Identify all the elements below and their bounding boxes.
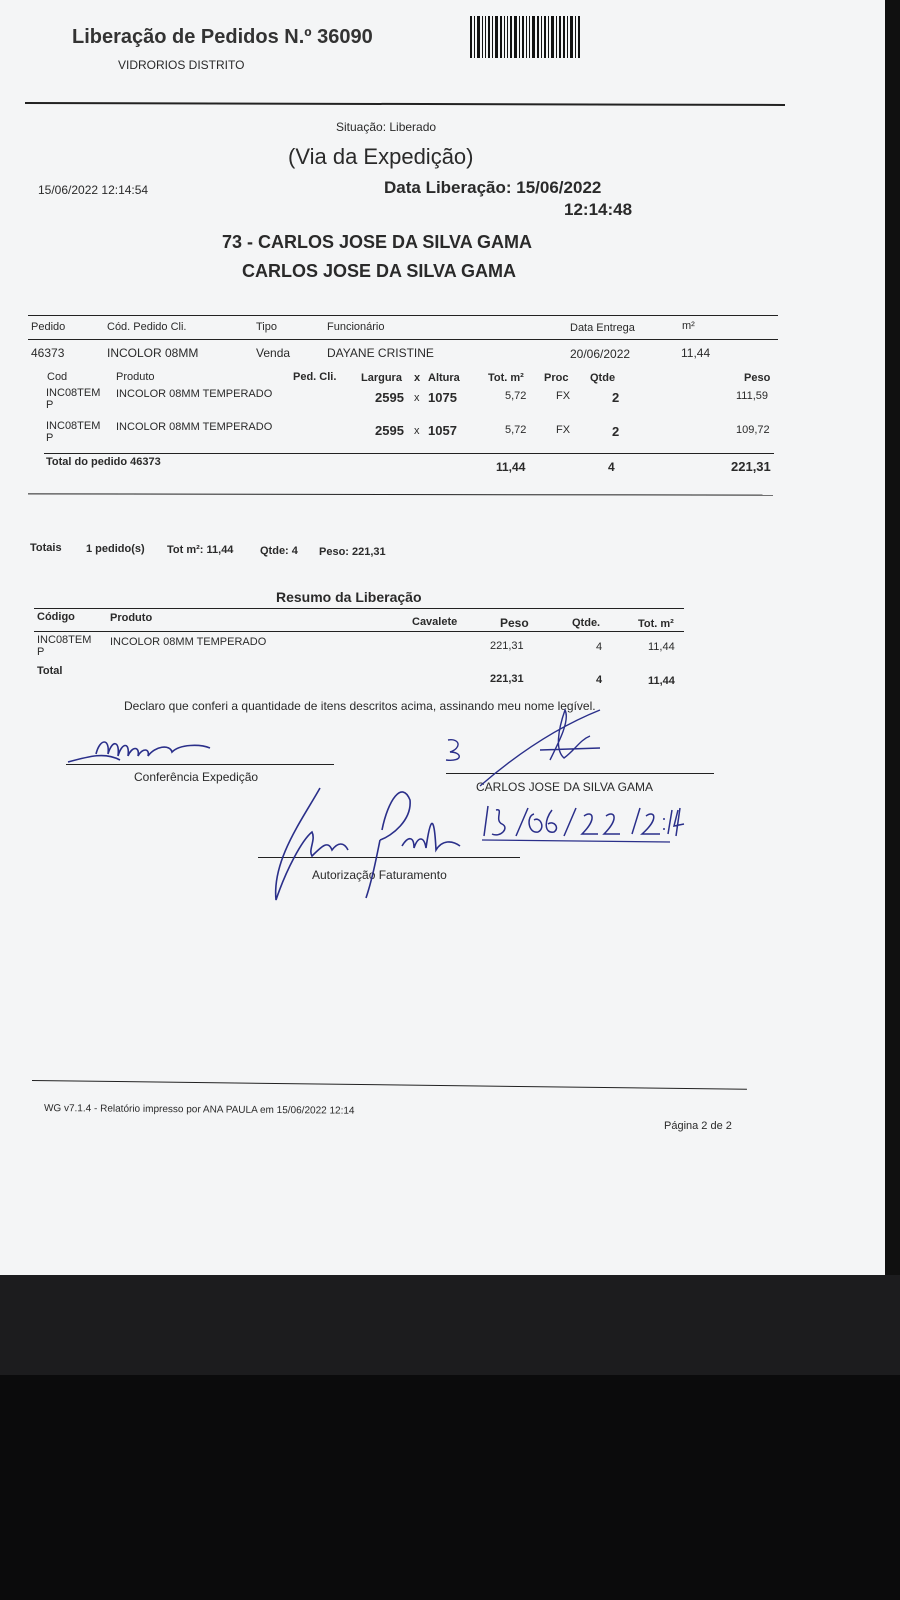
item-header-altura: Altura (428, 372, 460, 384)
item-2-x: x (414, 425, 420, 437)
resumo-header-codigo: Código (37, 611, 75, 623)
item-2-cod-cont: P (46, 432, 54, 444)
barcode (470, 16, 582, 58)
totais-peso: Peso: 221,31 (319, 546, 386, 558)
conferencia-signature (60, 730, 240, 770)
resumo-title: Resumo da Liberação (276, 589, 422, 605)
declaration-text: Declaro que conferi a quantidade de itens descritos acima, assinando meu nome legível. (124, 699, 596, 713)
col-header-data-entrega: Data Entrega (570, 322, 635, 334)
order-cod-cli: INCOLOR 08MM (107, 346, 199, 360)
item-header-peso: Peso (744, 372, 771, 384)
cliente-signature (440, 700, 640, 790)
barcode-bar (544, 16, 546, 58)
barcode-bar (563, 16, 565, 58)
resumo-header-qtde: Qtde. (572, 617, 601, 629)
item-header-cod: Cod (47, 371, 68, 383)
document-title: Liberação de Pedidos N.º 36090 (72, 26, 373, 48)
resumo-row-peso: 221,31 (490, 640, 524, 652)
table-header-rule (28, 339, 778, 340)
item-1-peso: 111,59 (736, 390, 769, 402)
hora-liberacao: 12:14:48 (564, 200, 633, 219)
col-header-m2: m² (682, 320, 695, 332)
company-name: VIDRORIOS DISTRITO (118, 58, 245, 72)
barcode-bar (548, 16, 549, 58)
col-header-tipo: Tipo (256, 321, 277, 333)
barcode-bar (526, 16, 527, 58)
resumo-header-peso: Peso (500, 616, 529, 630)
resumo-total-tot: 11,44 (648, 675, 675, 687)
order-total-label: Total do pedido 46373 (46, 456, 161, 468)
printed-timestamp: 15/06/2022 12:14:54 (38, 183, 149, 197)
barcode-bar (514, 16, 517, 58)
item-1-altura: 1075 (428, 390, 457, 405)
item-2-altura: 1057 (428, 423, 457, 438)
item-header-produto: Produto (116, 371, 155, 383)
background-shadow (0, 1375, 900, 1600)
resumo-row-qtde: 4 (596, 641, 603, 653)
client-line-1: 73 - CARLOS JOSE DA SILVA GAMA (222, 232, 533, 252)
item-1-produto: INCOLOR 08MM TEMPERADO (116, 388, 273, 400)
resumo-total-label: Total (37, 665, 63, 677)
resumo-row-produto: INCOLOR 08MM TEMPERADO (110, 636, 267, 648)
item-2-tot: 5,72 (505, 424, 527, 436)
barcode-bar (529, 16, 530, 58)
item-1-tot: 5,72 (505, 390, 527, 402)
barcode-bar (488, 16, 490, 58)
resumo-row-cod-cont: P (37, 646, 45, 658)
item-1-cod: INC08TEM (46, 387, 101, 399)
table-top-rule (28, 315, 778, 316)
order-total-peso: 221,31 (731, 459, 771, 474)
barcode-bar (559, 16, 561, 58)
resumo-total-peso: 221,31 (490, 673, 524, 685)
resumo-header-tot-m2: Tot. m² (638, 618, 674, 630)
resumo-top-rule (34, 608, 684, 609)
situacao-text: Situação: Liberado (336, 120, 437, 134)
item-header-qtde: Qtde (590, 372, 616, 384)
barcode-bar (532, 16, 535, 58)
resumo-row-cod: INC08TEM (37, 634, 92, 646)
resumo-header-produto: Produto (110, 612, 153, 624)
barcode-bar (500, 16, 502, 58)
item-2-produto: INCOLOR 08MM TEMPERADO (116, 421, 273, 433)
barcode-bar (485, 16, 486, 58)
order-pedido: 46373 (31, 346, 65, 360)
barcode-bar (537, 16, 539, 58)
item-1-largura: 2595 (375, 390, 404, 405)
item-2-largura: 2595 (375, 423, 404, 438)
autorizacao-label: Autorização Faturamento (312, 868, 447, 882)
order-tipo: Venda (256, 346, 291, 360)
cliente-name-label: CARLOS JOSE DA SILVA GAMA (476, 780, 653, 794)
resumo-header-cavalete: Cavalete (412, 616, 458, 628)
barcode-bar (578, 16, 580, 58)
item-1-cod-cont: P (46, 399, 54, 411)
resumo-header-rule (34, 631, 684, 632)
barcode-bar (492, 16, 493, 58)
col-header-cod-pedido-cli: Cód. Pedido Cli. (107, 321, 187, 333)
order-data-entrega: 20/06/2022 (570, 347, 631, 361)
col-header-funcionario: Funcionário (327, 321, 385, 333)
item-1-x: x (414, 392, 420, 404)
barcode-bar (570, 16, 573, 58)
footer-printed-by: WG v7.1.4 - Relatório impresso por ANA PAULA em 15/06/2022 12:14 (43, 1103, 355, 1117)
totais-tot-m2: Tot m²: 11,44 (167, 544, 234, 556)
item-1-qtde: 2 (612, 390, 620, 405)
handwritten-date (480, 800, 690, 850)
order-total-m2: 11,44 (496, 460, 526, 474)
barcode-bar (470, 16, 472, 58)
barcode-bar (495, 16, 498, 58)
barcode-bar (567, 16, 568, 58)
conferencia-label: Conferência Expedição (134, 770, 259, 784)
item-2-cod: INC08TEM (46, 420, 101, 432)
resumo-row-tot: 11,44 (648, 641, 675, 653)
via-title: (Via da Expedição) (288, 144, 474, 169)
client-line-2: CARLOS JOSE DA SILVA GAMA (242, 261, 517, 281)
barcode-bar (504, 16, 505, 58)
barcode-bar (482, 16, 483, 58)
resumo-total-qtde: 4 (596, 674, 603, 686)
barcode-bar (519, 16, 520, 58)
item-2-qtde: 2 (612, 424, 620, 439)
barcode-bar (541, 16, 542, 58)
footer-page-number: Página 2 de 2 (664, 1120, 732, 1132)
autorizacao-signature (262, 780, 492, 910)
background-surface (0, 1275, 900, 1375)
barcode-bar (477, 16, 480, 58)
totais-qtde: Qtde: 4 (260, 545, 298, 557)
order-total-qtde: 4 (608, 460, 615, 474)
barcode-bar (575, 16, 576, 58)
order-funcionario: DAYANE CRISTINE (327, 346, 434, 360)
item-header-largura: Largura (361, 372, 402, 384)
barcode-bar (522, 16, 524, 58)
barcode-bar (474, 16, 475, 58)
item-2-proc: FX (556, 424, 571, 436)
item-header-tot-m2: Tot. m² (488, 372, 524, 384)
item-header-x: x (414, 372, 421, 384)
item-1-proc: FX (556, 390, 571, 402)
items-total-rule (44, 453, 774, 454)
barcode-bar (551, 16, 554, 58)
barcode-bar (556, 16, 557, 58)
item-header-ped-cli: Ped. Cli. (293, 371, 337, 383)
col-header-pedido: Pedido (31, 321, 66, 333)
item-2-peso: 109,72 (736, 424, 770, 436)
totais-label: Totais (30, 542, 62, 554)
barcode-bar (507, 16, 508, 58)
item-header-proc: Proc (544, 372, 569, 384)
barcode-bar (510, 16, 512, 58)
totais-pedidos: 1 pedido(s) (86, 543, 145, 555)
order-m2: 11,44 (681, 346, 711, 360)
data-liberacao: Data Liberação: 15/06/2022 (384, 178, 602, 197)
